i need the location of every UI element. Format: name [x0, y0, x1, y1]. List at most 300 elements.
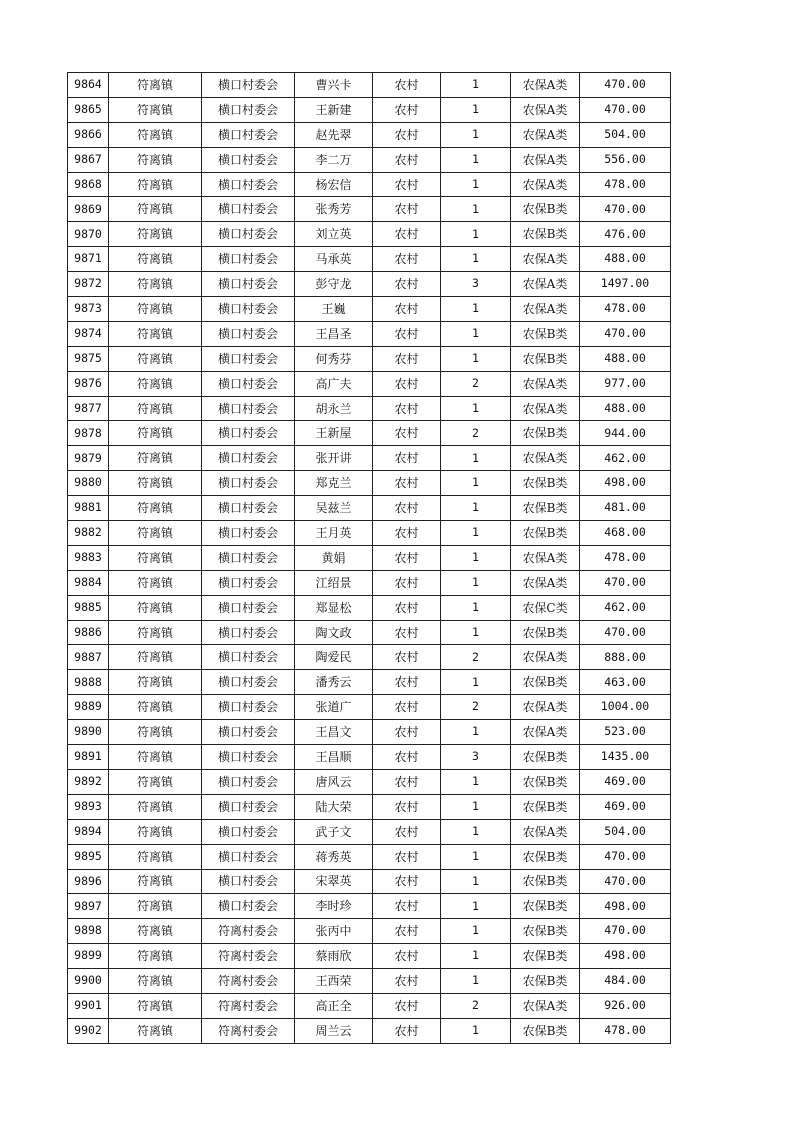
record-id-cell: 9899 — [68, 944, 109, 969]
village-committee-cell: 横口村委会 — [202, 894, 295, 919]
amount-cell: 523.00 — [580, 720, 671, 745]
table-row — [68, 844, 671, 869]
village-committee-cell: 横口村委会 — [202, 645, 295, 670]
table-row — [68, 645, 671, 670]
amount-cell: 478.00 — [580, 172, 671, 197]
area-type-cell: 农村 — [373, 222, 441, 247]
village-committee-cell: 横口村委会 — [202, 720, 295, 745]
household-count-cell: 1 — [441, 794, 511, 819]
table-row — [68, 695, 671, 720]
insurance-category-cell: 农保B类 — [511, 794, 580, 819]
village-committee-cell: 符离村委会 — [202, 969, 295, 994]
village-committee-cell: 横口村委会 — [202, 396, 295, 421]
table-row — [68, 346, 671, 371]
village-committee-cell: 横口村委会 — [202, 297, 295, 322]
household-count-cell: 1 — [441, 720, 511, 745]
household-count-cell: 1 — [441, 819, 511, 844]
household-count-cell: 1 — [441, 122, 511, 147]
area-type-cell: 农村 — [373, 396, 441, 421]
amount-cell: 504.00 — [580, 819, 671, 844]
village-committee-cell: 横口村委会 — [202, 471, 295, 496]
person-name-cell: 江绍景 — [295, 570, 373, 595]
table-row — [68, 745, 671, 770]
record-id-cell: 9875 — [68, 346, 109, 371]
record-id-cell: 9865 — [68, 97, 109, 122]
table-row — [68, 297, 671, 322]
amount-cell: 488.00 — [580, 346, 671, 371]
table-row — [68, 545, 671, 570]
person-name-cell: 彭守龙 — [295, 272, 373, 297]
household-count-cell: 1 — [441, 869, 511, 894]
household-count-cell: 1 — [441, 944, 511, 969]
record-id-cell: 9880 — [68, 471, 109, 496]
household-count-cell: 1 — [441, 769, 511, 794]
person-name-cell: 高正全 — [295, 993, 373, 1018]
town-cell: 符离镇 — [109, 919, 202, 944]
household-count-cell: 2 — [441, 993, 511, 1018]
area-type-cell: 农村 — [373, 471, 441, 496]
person-name-cell: 陆大荣 — [295, 794, 373, 819]
person-name-cell: 周兰云 — [295, 1018, 373, 1043]
area-type-cell: 农村 — [373, 496, 441, 521]
household-count-cell: 2 — [441, 695, 511, 720]
area-type-cell: 农村 — [373, 720, 441, 745]
area-type-cell: 农村 — [373, 844, 441, 869]
insurance-category-cell: 农保B类 — [511, 521, 580, 546]
household-count-cell: 3 — [441, 745, 511, 770]
area-type-cell: 农村 — [373, 993, 441, 1018]
village-committee-cell: 横口村委会 — [202, 794, 295, 819]
record-id-cell: 9885 — [68, 595, 109, 620]
amount-cell: 470.00 — [580, 570, 671, 595]
village-committee-cell: 横口村委会 — [202, 745, 295, 770]
area-type-cell: 农村 — [373, 346, 441, 371]
person-name-cell: 蒋秀英 — [295, 844, 373, 869]
household-count-cell: 1 — [441, 446, 511, 471]
village-committee-cell: 横口村委会 — [202, 247, 295, 272]
household-count-cell: 1 — [441, 894, 511, 919]
roster-body — [68, 73, 671, 1044]
area-type-cell: 农村 — [373, 421, 441, 446]
town-cell: 符离镇 — [109, 794, 202, 819]
area-type-cell: 农村 — [373, 1018, 441, 1043]
person-name-cell: 李二万 — [295, 147, 373, 172]
amount-cell: 470.00 — [580, 97, 671, 122]
household-count-cell: 1 — [441, 969, 511, 994]
table-row — [68, 371, 671, 396]
insurance-category-cell: 农保B类 — [511, 197, 580, 222]
village-committee-cell: 横口村委会 — [202, 272, 295, 297]
village-committee-cell: 横口村委会 — [202, 545, 295, 570]
village-committee-cell: 横口村委会 — [202, 695, 295, 720]
household-count-cell: 1 — [441, 97, 511, 122]
amount-cell: 478.00 — [580, 1018, 671, 1043]
person-name-cell: 陶爱民 — [295, 645, 373, 670]
insurance-category-cell: 农保B类 — [511, 670, 580, 695]
village-committee-cell: 横口村委会 — [202, 496, 295, 521]
town-cell: 符离镇 — [109, 496, 202, 521]
amount-cell: 468.00 — [580, 521, 671, 546]
village-committee-cell: 符离村委会 — [202, 944, 295, 969]
amount-cell: 470.00 — [580, 197, 671, 222]
town-cell: 符离镇 — [109, 545, 202, 570]
amount-cell: 498.00 — [580, 471, 671, 496]
area-type-cell: 农村 — [373, 769, 441, 794]
insurance-category-cell: 农保A类 — [511, 147, 580, 172]
area-type-cell: 农村 — [373, 819, 441, 844]
town-cell: 符离镇 — [109, 222, 202, 247]
table-row — [68, 521, 671, 546]
village-committee-cell: 横口村委会 — [202, 844, 295, 869]
town-cell: 符离镇 — [109, 570, 202, 595]
person-name-cell: 王昌文 — [295, 720, 373, 745]
insurance-category-cell: 农保A类 — [511, 570, 580, 595]
insurance-category-cell: 农保A类 — [511, 720, 580, 745]
area-type-cell: 农村 — [373, 446, 441, 471]
person-name-cell: 王昌圣 — [295, 321, 373, 346]
record-id-cell: 9893 — [68, 794, 109, 819]
household-count-cell: 1 — [441, 396, 511, 421]
person-name-cell: 王西荣 — [295, 969, 373, 994]
person-name-cell: 潘秀云 — [295, 670, 373, 695]
insurance-category-cell: 农保A类 — [511, 371, 580, 396]
town-cell: 符离镇 — [109, 670, 202, 695]
roster-table — [67, 72, 671, 1044]
household-count-cell: 1 — [441, 247, 511, 272]
village-committee-cell: 横口村委会 — [202, 670, 295, 695]
town-cell: 符离镇 — [109, 73, 202, 98]
town-cell: 符离镇 — [109, 321, 202, 346]
person-name-cell: 黄娟 — [295, 545, 373, 570]
household-count-cell: 1 — [441, 147, 511, 172]
town-cell: 符离镇 — [109, 396, 202, 421]
amount-cell: 470.00 — [580, 620, 671, 645]
record-id-cell: 9902 — [68, 1018, 109, 1043]
village-committee-cell: 横口村委会 — [202, 222, 295, 247]
area-type-cell: 农村 — [373, 745, 441, 770]
amount-cell: 463.00 — [580, 670, 671, 695]
town-cell: 符离镇 — [109, 944, 202, 969]
town-cell: 符离镇 — [109, 97, 202, 122]
table-row — [68, 97, 671, 122]
table-row — [68, 197, 671, 222]
record-id-cell: 9894 — [68, 819, 109, 844]
village-committee-cell: 横口村委会 — [202, 819, 295, 844]
household-count-cell: 1 — [441, 471, 511, 496]
person-name-cell: 吴兹兰 — [295, 496, 373, 521]
village-committee-cell: 横口村委会 — [202, 371, 295, 396]
amount-cell: 469.00 — [580, 794, 671, 819]
record-id-cell: 9867 — [68, 147, 109, 172]
insurance-category-cell: 农保A类 — [511, 122, 580, 147]
record-id-cell: 9874 — [68, 321, 109, 346]
village-committee-cell: 横口村委会 — [202, 421, 295, 446]
village-committee-cell: 横口村委会 — [202, 570, 295, 595]
household-count-cell: 1 — [441, 197, 511, 222]
amount-cell: 1435.00 — [580, 745, 671, 770]
amount-cell: 926.00 — [580, 993, 671, 1018]
town-cell: 符离镇 — [109, 595, 202, 620]
household-count-cell: 1 — [441, 521, 511, 546]
table-row — [68, 396, 671, 421]
person-name-cell: 郑克兰 — [295, 471, 373, 496]
record-id-cell: 9871 — [68, 247, 109, 272]
household-count-cell: 3 — [441, 272, 511, 297]
person-name-cell: 陶文政 — [295, 620, 373, 645]
person-name-cell: 张道广 — [295, 695, 373, 720]
household-count-cell: 1 — [441, 595, 511, 620]
town-cell: 符离镇 — [109, 521, 202, 546]
amount-cell: 556.00 — [580, 147, 671, 172]
insurance-category-cell: 农保A类 — [511, 396, 580, 421]
amount-cell: 977.00 — [580, 371, 671, 396]
table-row — [68, 222, 671, 247]
insurance-category-cell: 农保A类 — [511, 172, 580, 197]
table-row — [68, 1018, 671, 1043]
record-id-cell: 9870 — [68, 222, 109, 247]
amount-cell: 488.00 — [580, 396, 671, 421]
area-type-cell: 农村 — [373, 919, 441, 944]
area-type-cell: 农村 — [373, 371, 441, 396]
amount-cell: 462.00 — [580, 595, 671, 620]
table-row — [68, 993, 671, 1018]
area-type-cell: 农村 — [373, 794, 441, 819]
insurance-category-cell: 农保A类 — [511, 993, 580, 1018]
village-committee-cell: 符离村委会 — [202, 993, 295, 1018]
area-type-cell: 农村 — [373, 147, 441, 172]
person-name-cell: 蔡雨欣 — [295, 944, 373, 969]
village-committee-cell: 横口村委会 — [202, 172, 295, 197]
village-committee-cell: 横口村委会 — [202, 147, 295, 172]
town-cell: 符离镇 — [109, 769, 202, 794]
insurance-category-cell: 农保B类 — [511, 894, 580, 919]
amount-cell: 469.00 — [580, 769, 671, 794]
area-type-cell: 农村 — [373, 197, 441, 222]
insurance-category-cell: 农保A类 — [511, 247, 580, 272]
town-cell: 符离镇 — [109, 147, 202, 172]
insurance-category-cell: 农保B类 — [511, 969, 580, 994]
village-committee-cell: 横口村委会 — [202, 620, 295, 645]
amount-cell: 1004.00 — [580, 695, 671, 720]
person-name-cell: 曹兴卡 — [295, 73, 373, 98]
insurance-category-cell: 农保A类 — [511, 545, 580, 570]
amount-cell: 470.00 — [580, 869, 671, 894]
table-row — [68, 869, 671, 894]
table-row — [68, 446, 671, 471]
household-count-cell: 1 — [441, 346, 511, 371]
household-count-cell: 1 — [441, 620, 511, 645]
area-type-cell: 农村 — [373, 944, 441, 969]
record-id-cell: 9888 — [68, 670, 109, 695]
amount-cell: 498.00 — [580, 894, 671, 919]
record-id-cell: 9877 — [68, 396, 109, 421]
record-id-cell: 9897 — [68, 894, 109, 919]
record-id-cell: 9882 — [68, 521, 109, 546]
household-count-cell: 1 — [441, 222, 511, 247]
person-name-cell: 胡永兰 — [295, 396, 373, 421]
person-name-cell: 李时珍 — [295, 894, 373, 919]
person-name-cell: 王昌顺 — [295, 745, 373, 770]
household-count-cell: 1 — [441, 297, 511, 322]
table-row — [68, 122, 671, 147]
area-type-cell: 农村 — [373, 321, 441, 346]
table-row — [68, 894, 671, 919]
table-row — [68, 769, 671, 794]
area-type-cell: 农村 — [373, 894, 441, 919]
insurance-category-cell: 农保B类 — [511, 321, 580, 346]
household-count-cell: 1 — [441, 321, 511, 346]
area-type-cell: 农村 — [373, 247, 441, 272]
person-name-cell: 王新屋 — [295, 421, 373, 446]
town-cell: 符离镇 — [109, 993, 202, 1018]
table-row — [68, 147, 671, 172]
village-committee-cell: 符离村委会 — [202, 1018, 295, 1043]
record-id-cell: 9896 — [68, 869, 109, 894]
area-type-cell: 农村 — [373, 172, 441, 197]
town-cell: 符离镇 — [109, 122, 202, 147]
amount-cell: 888.00 — [580, 645, 671, 670]
village-committee-cell: 横口村委会 — [202, 73, 295, 98]
area-type-cell: 农村 — [373, 521, 441, 546]
area-type-cell: 农村 — [373, 570, 441, 595]
record-id-cell: 9901 — [68, 993, 109, 1018]
table-row — [68, 969, 671, 994]
record-id-cell: 9881 — [68, 496, 109, 521]
area-type-cell: 农村 — [373, 297, 441, 322]
table-row — [68, 73, 671, 98]
household-count-cell: 1 — [441, 570, 511, 595]
amount-cell: 478.00 — [580, 297, 671, 322]
record-id-cell: 9890 — [68, 720, 109, 745]
person-name-cell: 高广夫 — [295, 371, 373, 396]
insurance-category-cell: 农保B类 — [511, 869, 580, 894]
table-row — [68, 944, 671, 969]
record-id-cell: 9869 — [68, 197, 109, 222]
insurance-category-cell: 农保A类 — [511, 695, 580, 720]
household-count-cell: 1 — [441, 1018, 511, 1043]
area-type-cell: 农村 — [373, 670, 441, 695]
record-id-cell: 9884 — [68, 570, 109, 595]
town-cell: 符离镇 — [109, 869, 202, 894]
insurance-category-cell: 农保B类 — [511, 944, 580, 969]
household-count-cell: 2 — [441, 645, 511, 670]
insurance-category-cell: 农保B类 — [511, 745, 580, 770]
amount-cell: 470.00 — [580, 844, 671, 869]
insurance-category-cell: 农保A类 — [511, 819, 580, 844]
insurance-category-cell: 农保A类 — [511, 97, 580, 122]
amount-cell: 481.00 — [580, 496, 671, 521]
person-name-cell: 宋翠英 — [295, 869, 373, 894]
person-name-cell: 王巍 — [295, 297, 373, 322]
village-committee-cell: 横口村委会 — [202, 122, 295, 147]
insurance-category-cell: 农保B类 — [511, 346, 580, 371]
insurance-category-cell: 农保A类 — [511, 73, 580, 98]
table-row — [68, 247, 671, 272]
insurance-category-cell: 农保A类 — [511, 272, 580, 297]
household-count-cell: 1 — [441, 670, 511, 695]
person-name-cell: 张秀芳 — [295, 197, 373, 222]
area-type-cell: 农村 — [373, 97, 441, 122]
insurance-category-cell: 农保A类 — [511, 297, 580, 322]
record-id-cell: 9887 — [68, 645, 109, 670]
amount-cell: 488.00 — [580, 247, 671, 272]
table-row — [68, 172, 671, 197]
record-id-cell: 9895 — [68, 844, 109, 869]
insurance-category-cell: 农保B类 — [511, 769, 580, 794]
household-count-cell: 1 — [441, 172, 511, 197]
town-cell: 符离镇 — [109, 446, 202, 471]
record-id-cell: 9872 — [68, 272, 109, 297]
insurance-category-cell: 农保A类 — [511, 446, 580, 471]
town-cell: 符离镇 — [109, 645, 202, 670]
village-committee-cell: 横口村委会 — [202, 595, 295, 620]
village-committee-cell: 符离村委会 — [202, 919, 295, 944]
town-cell: 符离镇 — [109, 421, 202, 446]
insurance-category-cell: 农保C类 — [511, 595, 580, 620]
table-row — [68, 819, 671, 844]
town-cell: 符离镇 — [109, 620, 202, 645]
person-name-cell: 唐风云 — [295, 769, 373, 794]
table-row — [68, 670, 671, 695]
area-type-cell: 农村 — [373, 869, 441, 894]
town-cell: 符离镇 — [109, 695, 202, 720]
record-id-cell: 9883 — [68, 545, 109, 570]
table-row — [68, 421, 671, 446]
person-name-cell: 郑显松 — [295, 595, 373, 620]
insurance-category-cell: 农保A类 — [511, 645, 580, 670]
household-count-cell: 2 — [441, 371, 511, 396]
village-committee-cell: 横口村委会 — [202, 97, 295, 122]
town-cell: 符离镇 — [109, 197, 202, 222]
insurance-category-cell: 农保B类 — [511, 496, 580, 521]
town-cell: 符离镇 — [109, 819, 202, 844]
table-row — [68, 919, 671, 944]
town-cell: 符离镇 — [109, 247, 202, 272]
record-id-cell: 9889 — [68, 695, 109, 720]
record-id-cell: 9866 — [68, 122, 109, 147]
table-row — [68, 620, 671, 645]
person-name-cell: 王月英 — [295, 521, 373, 546]
insurance-category-cell: 农保B类 — [511, 1018, 580, 1043]
record-id-cell: 9864 — [68, 73, 109, 98]
insurance-category-cell: 农保B类 — [511, 222, 580, 247]
town-cell: 符离镇 — [109, 471, 202, 496]
record-id-cell: 9876 — [68, 371, 109, 396]
town-cell: 符离镇 — [109, 745, 202, 770]
area-type-cell: 农村 — [373, 545, 441, 570]
insurance-category-cell: 农保B类 — [511, 620, 580, 645]
person-name-cell: 王新建 — [295, 97, 373, 122]
town-cell: 符离镇 — [109, 272, 202, 297]
roster-sheet — [67, 72, 670, 1044]
amount-cell: 462.00 — [580, 446, 671, 471]
household-count-cell: 1 — [441, 73, 511, 98]
area-type-cell: 农村 — [373, 969, 441, 994]
town-cell: 符离镇 — [109, 894, 202, 919]
town-cell: 符离镇 — [109, 297, 202, 322]
area-type-cell: 农村 — [373, 595, 441, 620]
person-name-cell: 武子文 — [295, 819, 373, 844]
amount-cell: 470.00 — [580, 321, 671, 346]
person-name-cell: 马承英 — [295, 247, 373, 272]
village-committee-cell: 横口村委会 — [202, 321, 295, 346]
insurance-category-cell: 农保B类 — [511, 844, 580, 869]
record-id-cell: 9878 — [68, 421, 109, 446]
person-name-cell: 杨宏信 — [295, 172, 373, 197]
record-id-cell: 9900 — [68, 969, 109, 994]
town-cell: 符离镇 — [109, 346, 202, 371]
household-count-cell: 1 — [441, 919, 511, 944]
